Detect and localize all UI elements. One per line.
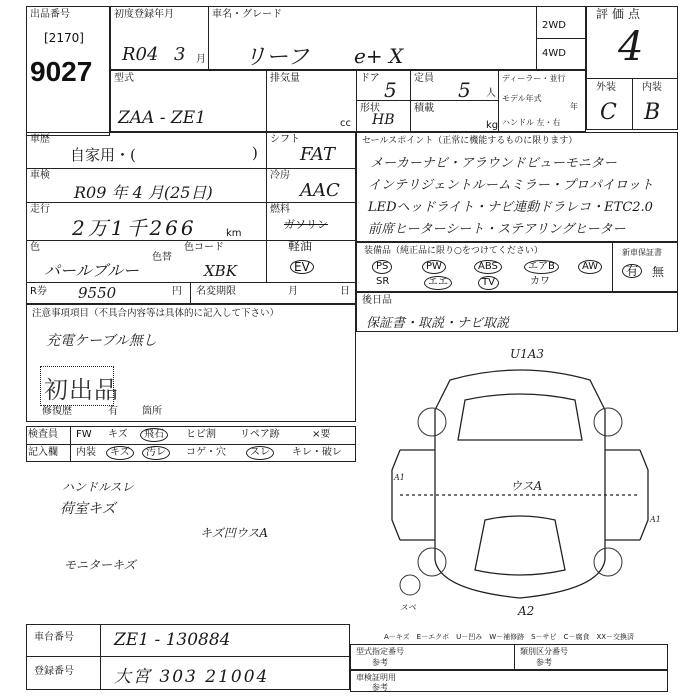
capacity-value: 5 bbox=[458, 78, 471, 102]
reg-label: 登録番号 bbox=[34, 666, 74, 677]
equip-leather: カワ bbox=[530, 276, 550, 287]
equip-ps: PS bbox=[372, 260, 392, 274]
color-code-value: XBK bbox=[204, 262, 237, 280]
divider bbox=[498, 70, 499, 132]
legend-line-1: A－キズ E－エクボ U－凹み W－補修跡 S－サビ C－腐食 XX－交換済 bbox=[384, 633, 635, 641]
divider bbox=[208, 6, 209, 70]
diagram-corner-mark: スペ bbox=[400, 603, 416, 612]
drive-4wd: 4WD bbox=[542, 48, 566, 59]
car-damage-diagram bbox=[370, 340, 670, 620]
remark-line-1: ハンドルスレ bbox=[62, 480, 134, 494]
equip-ee: エエ bbox=[424, 276, 452, 290]
remark-line-2: 荷室キズ bbox=[60, 501, 116, 517]
divider bbox=[356, 100, 498, 101]
color-code-label: 色コード bbox=[184, 242, 224, 253]
after-label: 後日品 bbox=[362, 295, 392, 306]
displacement-unit: cc bbox=[340, 118, 351, 129]
lot-number: 9027 bbox=[30, 56, 93, 87]
divider bbox=[410, 70, 411, 132]
history-label: 車歴 bbox=[30, 134, 50, 145]
cert-model-label: 型式指定番号 bbox=[356, 647, 404, 656]
insp-r1-1: キズ bbox=[108, 429, 128, 440]
divider bbox=[26, 282, 356, 283]
sales-line-1: メーカーナビ・アラウンドビューモニター bbox=[370, 156, 617, 171]
divider bbox=[514, 644, 515, 670]
capacity-label: 定員 bbox=[414, 73, 434, 84]
lot-code: [2170] bbox=[44, 31, 84, 45]
inspector-label: 検査員 bbox=[28, 429, 58, 440]
model-year-label: モデル年式 bbox=[502, 94, 542, 103]
insp-r1-0: FW bbox=[76, 429, 92, 440]
equip-abs: ABS bbox=[474, 260, 502, 274]
model-label: 型式 bbox=[114, 73, 134, 84]
cert-box-2 bbox=[350, 670, 668, 692]
new-warranty-label: 新車保証書 bbox=[622, 248, 662, 257]
mileage-unit: km bbox=[226, 228, 242, 239]
fuel-gasoline: ガソリン bbox=[284, 218, 328, 231]
model-value: ZAA - ZE1 bbox=[118, 108, 206, 128]
insp-r2-3: コゲ・穴 bbox=[186, 447, 226, 458]
rating-value: 4 bbox=[618, 24, 644, 70]
color-change-label: 色替 bbox=[152, 252, 172, 263]
equip-airbag: エアB bbox=[524, 260, 559, 274]
fuel-label: 燃料 bbox=[270, 204, 290, 215]
cert-ref-2: 参考 bbox=[536, 658, 552, 667]
insp-r1-3: ヒビ割 bbox=[186, 429, 216, 440]
insp-r1-4: リペア跡 bbox=[240, 429, 280, 440]
color-label: 色 bbox=[30, 242, 40, 253]
chassis-label: 車台番号 bbox=[34, 632, 74, 643]
equipment-title: 装備品（純正品に限り○をつけてください） bbox=[364, 246, 543, 256]
writer-label: 記入欄 bbox=[28, 447, 58, 458]
rating-label: 評価点 bbox=[596, 7, 645, 21]
equip-tv: TV bbox=[478, 276, 499, 290]
divider bbox=[70, 426, 71, 462]
insp-r1-5: ×要 bbox=[312, 429, 331, 440]
recycle-label: R券 bbox=[30, 286, 47, 297]
first-reg-month: 3 bbox=[174, 44, 186, 65]
remark-line-3: キズ凹ウスA bbox=[200, 526, 269, 540]
insp-r2-4: スレ bbox=[246, 446, 274, 460]
equip-pw: PW bbox=[422, 260, 446, 274]
divider bbox=[100, 624, 101, 690]
inspection-date-label: 名変期限 bbox=[196, 286, 236, 297]
mileage-value: 2万1千266 bbox=[72, 216, 197, 240]
handle-label: ハンドル 左・右 bbox=[502, 118, 561, 127]
month-unit-2: 月 bbox=[288, 286, 298, 297]
grade: e+ X bbox=[354, 44, 404, 68]
insp-r2-5: キレ・破レ bbox=[292, 447, 342, 458]
after-value: 保証書・取説・ナビ取説 bbox=[366, 316, 510, 331]
repair-yes: 有 bbox=[108, 406, 118, 417]
mileage-label: 走行 bbox=[30, 204, 50, 215]
history-value: 自家用・( bbox=[70, 146, 136, 164]
insp-r2-0: 内装 bbox=[76, 447, 96, 458]
inspection-label: 車検 bbox=[30, 170, 50, 181]
displacement-label: 排気量 bbox=[270, 73, 300, 84]
inspection-value: R09 年 4 月(25日) bbox=[74, 183, 213, 202]
insp-r2-1: キズ bbox=[106, 446, 134, 460]
divider bbox=[536, 38, 586, 39]
stamp-text: 初出品 bbox=[44, 376, 119, 404]
divider bbox=[612, 242, 613, 292]
day-unit: 日 bbox=[340, 286, 350, 297]
dealer-label: ディーラー・並行 bbox=[502, 74, 566, 83]
equip-sr: SR bbox=[376, 276, 390, 287]
divider bbox=[266, 132, 267, 282]
ac-label: 冷房 bbox=[270, 170, 290, 181]
shift-label: シフト bbox=[270, 134, 300, 145]
insp-r2-2: 汚レ bbox=[142, 446, 170, 460]
interior-value: B bbox=[644, 100, 661, 125]
diagram-center-mark: ウスA bbox=[510, 479, 543, 493]
sales-line-2: インテリジェントルームミラー・プロパイロット bbox=[368, 178, 654, 193]
notes-text: 充電ケーブル無し bbox=[46, 333, 157, 349]
color-value: パールブルー bbox=[44, 261, 140, 280]
divider bbox=[26, 168, 356, 169]
warranty-no: 無 bbox=[652, 265, 665, 279]
fuel-ev: EV bbox=[290, 260, 314, 274]
first-reg-year: R04 bbox=[122, 44, 159, 65]
body-label: 形状 bbox=[360, 103, 380, 114]
lot-label: 出品番号 bbox=[30, 9, 70, 20]
divider bbox=[356, 70, 357, 132]
diagram-right-mark: A1 bbox=[650, 515, 661, 524]
first-reg-label: 初度登録年月 bbox=[114, 9, 174, 20]
drive-2wd: 2WD bbox=[542, 20, 566, 31]
warranty-yes: 有 bbox=[622, 264, 642, 278]
reg-value: 大宮 303 21004 bbox=[114, 667, 270, 687]
exterior-label: 外装 bbox=[596, 82, 616, 93]
remark-line-4: モニターキズ bbox=[64, 558, 136, 572]
ac-value: AAC bbox=[300, 180, 340, 201]
cert-ref-1: 参考 bbox=[372, 658, 388, 667]
yen-unit: 円 bbox=[172, 286, 182, 297]
divider bbox=[26, 444, 356, 445]
diagram-bottom-mark: A2 bbox=[518, 604, 535, 618]
history-close: ) bbox=[252, 144, 258, 162]
equip-aw: AW bbox=[578, 260, 602, 274]
interior-label: 内装 bbox=[642, 82, 662, 93]
doors-label: ドア bbox=[360, 73, 380, 84]
diagram-top-mark: U1A3 bbox=[510, 347, 545, 361]
cert-ref-3: 参考 bbox=[372, 683, 388, 692]
year-unit: 年 bbox=[570, 102, 578, 111]
sales-line-3: LEDヘッドライト・ナビ連動ドラレコ・ETC2.0 bbox=[368, 200, 653, 215]
sales-line-4: 前席ヒーターシート・ステアリングヒーター bbox=[368, 222, 626, 237]
month-unit: 月 bbox=[196, 54, 206, 65]
insp-r1-2: 飛石 bbox=[140, 428, 168, 442]
sales-title: セールスポイント（正常に機能するものに限ります） bbox=[362, 136, 578, 146]
body-value: HB bbox=[372, 112, 395, 128]
capacity-unit: 人 bbox=[486, 88, 496, 99]
doors-value: 5 bbox=[384, 78, 397, 102]
divider bbox=[190, 282, 191, 304]
name-grade-label: 車名・グレード bbox=[212, 9, 282, 20]
car-name: リーフ bbox=[244, 45, 309, 70]
cert-class-label: 類別区分番号 bbox=[520, 647, 568, 656]
diagram-left-mark: A1 bbox=[394, 473, 405, 482]
load-unit: kg bbox=[486, 120, 499, 131]
cert-label: 車検証明用 bbox=[356, 673, 396, 682]
recycle-value: 9550 bbox=[78, 284, 117, 302]
notes-title: 注意事項項目（不具合内容等は具体的に記入して下さい） bbox=[32, 308, 280, 319]
load-label: 積載 bbox=[414, 103, 434, 114]
shift-value: FAT bbox=[300, 144, 335, 165]
repair-place: 箇所 bbox=[142, 406, 162, 417]
divider bbox=[632, 78, 633, 130]
exterior-value: C bbox=[600, 100, 617, 125]
divider bbox=[266, 70, 267, 132]
divider bbox=[26, 656, 350, 657]
chassis-value: ZE1 - 130884 bbox=[114, 630, 231, 650]
fuel-diesel: 軽油 bbox=[288, 239, 313, 253]
repair-label: 修復歴 bbox=[42, 406, 72, 417]
